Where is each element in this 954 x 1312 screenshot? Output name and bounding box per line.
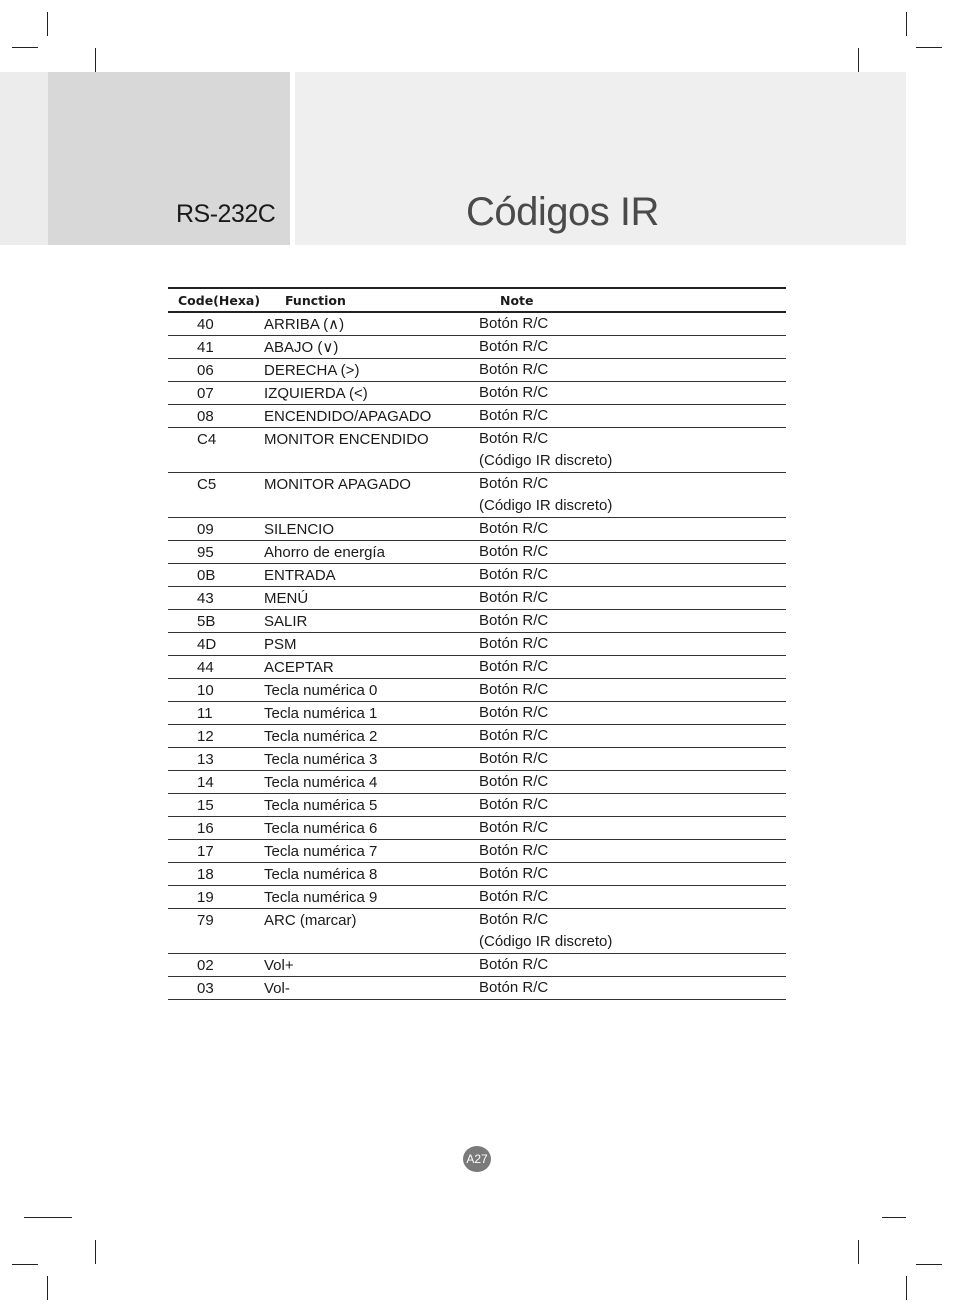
- table-row: [168, 518, 786, 541]
- code-cell: C5: [197, 476, 217, 493]
- note-cell: [479, 679, 786, 702]
- function-cell: SILENCIO: [264, 521, 335, 538]
- crop-mark: [916, 47, 942, 48]
- code-cell: 44: [197, 659, 214, 676]
- function-cell: MONITOR ENCENDIDO: [264, 431, 429, 448]
- note-cell: [479, 405, 786, 428]
- code-cell: 13: [197, 751, 214, 768]
- note-line: Botón R/C: [479, 430, 549, 447]
- page-title: Códigos IR: [466, 190, 659, 234]
- note-cell: [479, 794, 786, 817]
- note-line: Botón R/C: [479, 475, 549, 492]
- code-cell: 40: [197, 316, 214, 333]
- note-cell: [479, 336, 786, 359]
- table-row: [168, 702, 786, 725]
- crop-mark: [906, 1276, 907, 1300]
- note-cell: [479, 518, 786, 541]
- note-cell: [479, 977, 786, 1000]
- note-cell: [479, 359, 786, 382]
- note-line: Botón R/C: [479, 543, 549, 560]
- note-cell: [479, 954, 786, 977]
- note-cell: [479, 312, 786, 336]
- code-cell: 17: [197, 843, 214, 860]
- table-row: [168, 725, 786, 748]
- note-cell: [479, 541, 786, 564]
- function-cell: Tecla numérica 7: [264, 843, 378, 860]
- note-cell: [479, 428, 786, 473]
- crop-mark: [12, 1264, 38, 1265]
- function-cell: Vol-: [264, 980, 290, 997]
- code-cell: 14: [197, 774, 214, 791]
- code-cell: 02: [197, 957, 214, 974]
- code-cell: 5B: [197, 613, 216, 630]
- code-cell: 11: [197, 705, 213, 722]
- table-row: [168, 794, 786, 817]
- crop-mark: [916, 1264, 942, 1265]
- note-cell: [479, 886, 786, 909]
- note-line: Botón R/C: [479, 979, 549, 996]
- note-cell: [479, 633, 786, 656]
- note-line: Botón R/C: [479, 407, 549, 424]
- code-cell: 95: [197, 544, 214, 561]
- code-cell: 06: [197, 362, 214, 379]
- table-row: [168, 382, 786, 405]
- note-line: Botón R/C: [479, 384, 549, 401]
- note-line: Botón R/C: [479, 888, 549, 905]
- table-row: [168, 656, 786, 679]
- crop-mark: [24, 1217, 72, 1218]
- code-cell: 4D: [197, 636, 217, 653]
- note-cell: [479, 382, 786, 405]
- crop-mark: [906, 12, 907, 36]
- note-line: (Código IR discreto): [479, 497, 613, 514]
- function-cell: Tecla numérica 1: [264, 705, 378, 722]
- function-cell: IZQUIERDA (<): [264, 385, 368, 402]
- note-line: Botón R/C: [479, 865, 549, 882]
- note-line: Botón R/C: [479, 658, 549, 675]
- code-cell: 09: [197, 521, 214, 538]
- code-cell: 43: [197, 590, 214, 607]
- section-label: RS-232C: [176, 200, 276, 228]
- note-line: Botón R/C: [479, 361, 549, 378]
- note-line: Botón R/C: [479, 635, 549, 652]
- code-cell: 15: [197, 797, 214, 814]
- table-row: [168, 633, 786, 656]
- note-cell: [479, 702, 786, 725]
- note-cell: [479, 610, 786, 633]
- function-cell: Tecla numérica 0: [264, 682, 378, 699]
- note-line: (Código IR discreto): [479, 933, 613, 950]
- column-header-code: Code(Hexa): [178, 292, 261, 308]
- note-line: Botón R/C: [479, 773, 549, 790]
- code-cell: 79: [197, 912, 214, 929]
- table-row: [168, 564, 786, 587]
- table-row: [168, 863, 786, 886]
- note-cell: [479, 587, 786, 610]
- column-header-function: Function: [285, 292, 346, 308]
- page-number: A27: [463, 1146, 491, 1172]
- note-cell: [479, 725, 786, 748]
- note-line: Botón R/C: [479, 727, 549, 744]
- note-cell: [479, 863, 786, 886]
- function-cell: Tecla numérica 2: [264, 728, 378, 745]
- function-cell: ENCENDIDO/APAGADO: [264, 408, 432, 425]
- table-row: [168, 428, 786, 473]
- function-cell: MONITOR APAGADO: [264, 476, 411, 493]
- note-cell: [479, 473, 786, 518]
- table-row: [168, 817, 786, 840]
- note-cell: [479, 771, 786, 794]
- function-cell: ENTRADA: [264, 567, 336, 584]
- function-cell: MENÚ: [264, 590, 309, 607]
- function-cell: Vol+: [264, 957, 294, 974]
- note-line: Botón R/C: [479, 911, 549, 928]
- code-cell: 07: [197, 385, 214, 402]
- table-row: [168, 587, 786, 610]
- function-cell: DERECHA (>): [264, 362, 360, 379]
- table-row: [168, 541, 786, 564]
- table-header-row: [168, 288, 786, 312]
- crop-mark: [95, 1240, 96, 1264]
- note-line: Botón R/C: [479, 612, 549, 629]
- code-cell: 10: [197, 682, 214, 699]
- table-row: [168, 359, 786, 382]
- crop-mark: [47, 1276, 48, 1300]
- table-row: [168, 312, 786, 336]
- note-line: Botón R/C: [479, 566, 549, 583]
- note-cell: [479, 817, 786, 840]
- code-cell: 08: [197, 408, 214, 425]
- table-row: [168, 954, 786, 977]
- function-cell: Tecla numérica 4: [264, 774, 378, 791]
- note-line: Botón R/C: [479, 681, 549, 698]
- table-row: [168, 977, 786, 1000]
- note-cell: [479, 564, 786, 587]
- note-line: Botón R/C: [479, 750, 549, 767]
- function-cell: Tecla numérica 5: [264, 797, 378, 814]
- crop-mark: [858, 48, 859, 72]
- note-cell: [479, 840, 786, 863]
- note-line: Botón R/C: [479, 819, 549, 836]
- table-row: [168, 679, 786, 702]
- function-cell: Tecla numérica 3: [264, 751, 378, 768]
- function-cell: ACEPTAR: [264, 659, 334, 676]
- code-cell: C4: [197, 431, 217, 448]
- table-row: [168, 405, 786, 428]
- column-header-note: Note: [500, 292, 534, 308]
- table-row: [168, 909, 786, 954]
- note-cell: [479, 909, 786, 954]
- table-row: [168, 771, 786, 794]
- table-row: [168, 748, 786, 771]
- table-row: [168, 336, 786, 359]
- table-row: [168, 473, 786, 518]
- note-cell: [479, 656, 786, 679]
- crop-mark: [95, 48, 96, 72]
- note-line: Botón R/C: [479, 315, 549, 332]
- note-line: Botón R/C: [479, 796, 549, 813]
- function-cell: ARRIBA (∧): [264, 316, 345, 333]
- table-row: [168, 610, 786, 633]
- code-cell: 12: [197, 728, 214, 745]
- table-body: [168, 312, 786, 1000]
- note-cell: [479, 748, 786, 771]
- code-cell: 0B: [197, 567, 216, 584]
- function-cell: Tecla numérica 9: [264, 889, 378, 906]
- function-cell: Tecla numérica 6: [264, 820, 378, 837]
- crop-mark: [12, 47, 38, 48]
- note-line: Botón R/C: [479, 589, 549, 606]
- note-line: Botón R/C: [479, 842, 549, 859]
- code-cell: 16: [197, 820, 214, 837]
- function-cell: Ahorro de energía: [264, 544, 385, 561]
- function-cell: PSM: [264, 636, 297, 653]
- function-cell: Tecla numérica 8: [264, 866, 378, 883]
- crop-mark: [858, 1240, 859, 1264]
- crop-mark: [47, 12, 48, 36]
- code-cell: 19: [197, 889, 214, 906]
- note-line: Botón R/C: [479, 520, 549, 537]
- note-line: Botón R/C: [479, 704, 549, 721]
- ir-codes-table: [168, 287, 786, 1000]
- table-row: [168, 886, 786, 909]
- code-cell: 41: [197, 339, 214, 356]
- crop-mark: [882, 1217, 906, 1218]
- header-strip: [0, 72, 48, 245]
- code-cell: 18: [197, 866, 214, 883]
- code-cell: 03: [197, 980, 214, 997]
- note-line: Botón R/C: [479, 338, 549, 355]
- table-row: [168, 840, 786, 863]
- function-cell: ARC (marcar): [264, 912, 357, 929]
- function-cell: SALIR: [264, 613, 308, 630]
- note-line: (Código IR discreto): [479, 452, 613, 469]
- function-cell: ABAJO (∨): [264, 339, 339, 356]
- note-line: Botón R/C: [479, 956, 549, 973]
